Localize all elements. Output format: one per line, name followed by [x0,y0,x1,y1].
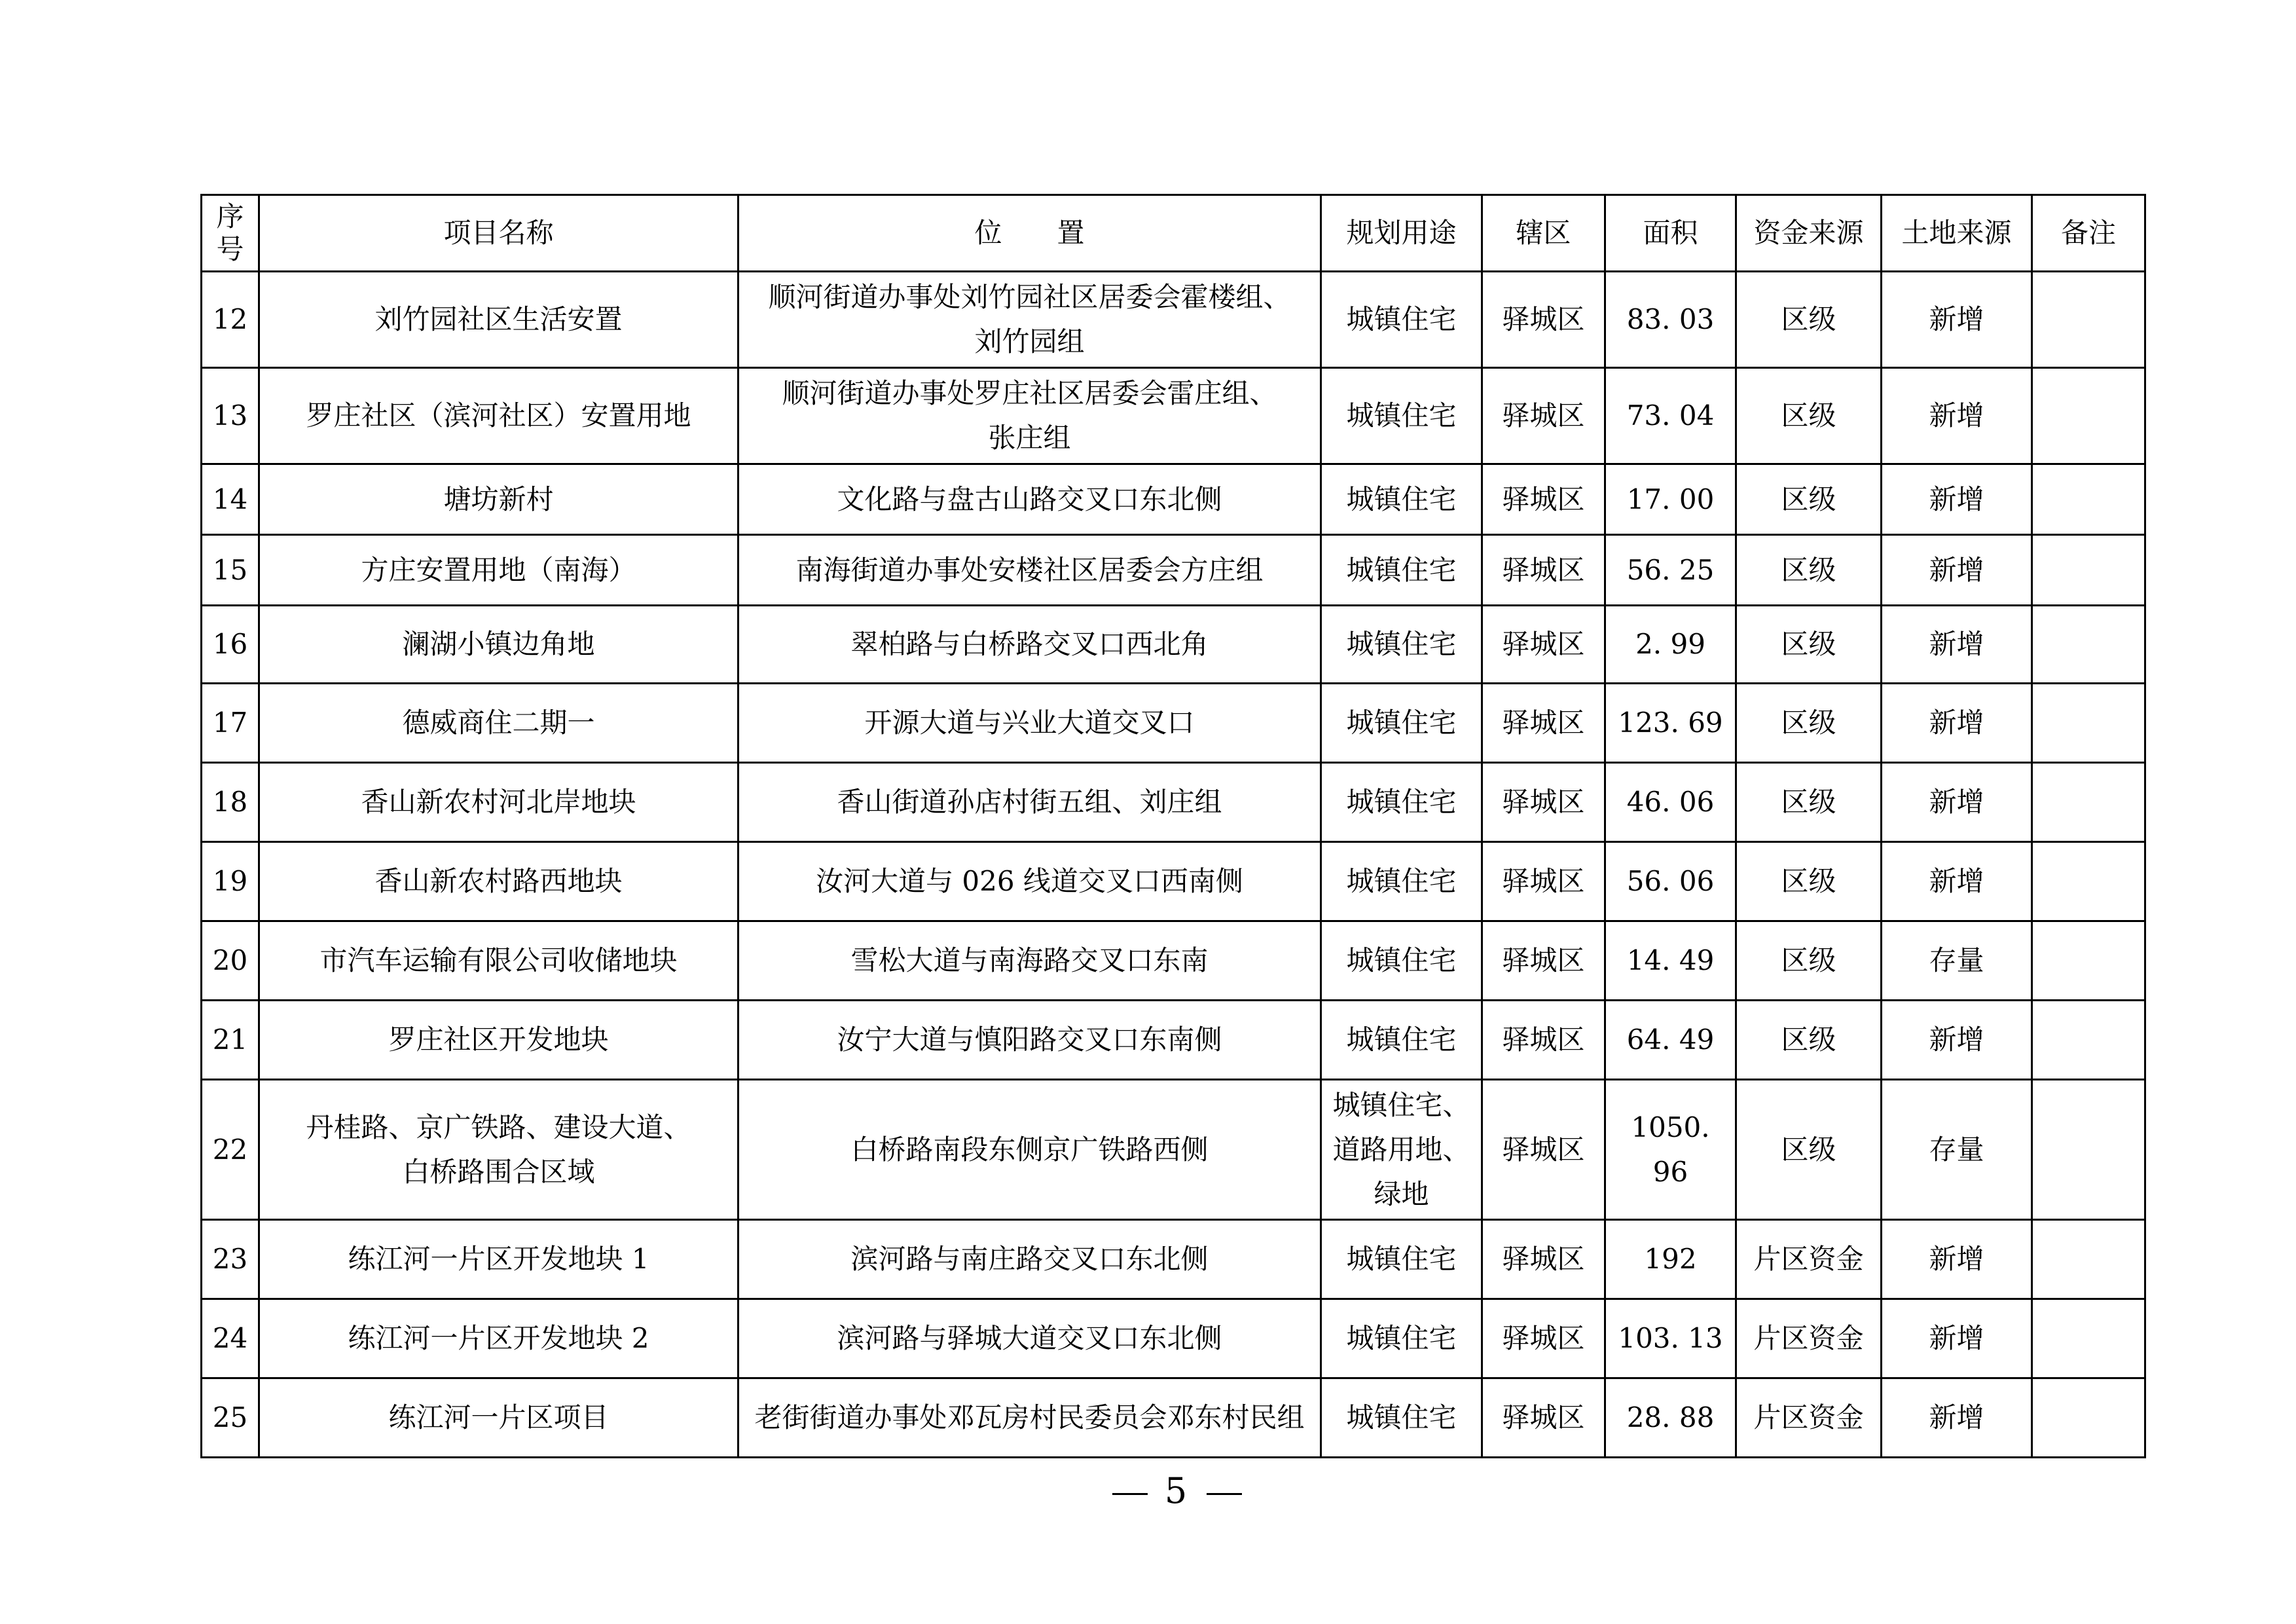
cell-seq: 13 [202,368,259,464]
cell-location-line: 顺河街道办事处罗庄社区居委会雷庄组、 [782,377,1277,409]
cell-project-name [259,535,738,606]
cell-seq: 18 [202,763,259,842]
cell-area: 2. 99 [1605,606,1736,684]
cell-district: 驿城区 [1482,763,1605,842]
cell-location-line: 滨河路与驿城大道交叉口东北侧 [837,1322,1222,1354]
table-row [202,842,2145,921]
table-row [202,763,2145,842]
cell-planned-usage [1321,1220,1482,1299]
cell-land-source: 新增 [1882,535,2032,606]
cell-project-name [259,684,738,763]
table-row [202,535,2145,606]
cell-planned-usage-line: 城镇住宅 [1346,483,1457,515]
cell-remarks [2032,464,2145,535]
table-row [202,684,2145,763]
cell-land-source: 存量 [1882,1080,2032,1220]
cell-planned-usage-line: 城镇住宅 [1346,303,1457,335]
cell-location-line: 雪松大道与南海路交叉口东南 [850,944,1209,976]
cell-land-source: 新增 [1882,842,2032,921]
header-project-name: 项目名称 [259,195,738,272]
cell-project-name [259,272,738,368]
cell-remarks [2032,684,2145,763]
cell-planned-usage [1321,368,1482,464]
cell-project-name-line: 白桥路围合区域 [402,1155,595,1188]
cell-planned-usage [1321,1299,1482,1378]
cell-planned-usage-line: 城镇住宅 [1346,1243,1457,1275]
cell-area: 28. 88 [1605,1378,1736,1458]
cell-location [738,368,1321,464]
cell-area: 123. 69 [1605,684,1736,763]
cell-planned-usage-line: 城镇住宅 [1346,786,1457,818]
cell-project-name [259,921,738,1001]
cell-planned-usage-line: 道路用地、 [1332,1133,1470,1166]
cell-funding-source: 片区资金 [1736,1378,1882,1458]
cell-remarks [2032,1080,2145,1220]
cell-district: 驿城区 [1482,464,1605,535]
header-planned-usage: 规划用途 [1321,195,1482,272]
header-seq-line-1: 序 [216,200,244,232]
cell-location [738,1001,1321,1080]
cell-project-name [259,606,738,684]
land-project-table [200,194,2146,1458]
cell-land-source: 新增 [1882,1001,2032,1080]
cell-area: 192 [1605,1220,1736,1299]
cell-project-name [259,1378,738,1458]
cell-project-name-line: 塘坊新村 [443,483,554,515]
cell-land-source: 新增 [1882,464,2032,535]
cell-location [738,842,1321,921]
cell-district: 驿城区 [1482,1299,1605,1378]
cell-project-name-line: 市汽车运输有限公司收储地块 [319,944,678,976]
cell-planned-usage [1321,606,1482,684]
cell-location-line: 刘竹园组 [974,325,1085,358]
table-row [202,1220,2145,1299]
cell-seq: 14 [202,464,259,535]
cell-location [738,1220,1321,1299]
cell-land-source: 新增 [1882,1378,2032,1458]
cell-location-line: 滨河路与南庄路交叉口东北侧 [850,1243,1209,1275]
table-row [202,606,2145,684]
cell-area: 56. 06 [1605,842,1736,921]
cell-district: 驿城区 [1482,1378,1605,1458]
cell-project-name-line: 练江河一片区项目 [388,1401,609,1433]
cell-location [738,464,1321,535]
cell-area: 17. 00 [1605,464,1736,535]
cell-area: 73. 04 [1605,368,1736,464]
cell-planned-usage-line: 城镇住宅、 [1332,1088,1470,1121]
cell-location [738,606,1321,684]
cell-funding-source: 区级 [1736,921,1882,1001]
cell-planned-usage-line: 城镇住宅 [1346,707,1457,739]
cell-remarks [2032,763,2145,842]
cell-remarks [2032,921,2145,1001]
cell-funding-source: 区级 [1736,763,1882,842]
cell-remarks [2032,1299,2145,1378]
cell-district: 驿城区 [1482,272,1605,368]
cell-land-source: 新增 [1882,684,2032,763]
cell-remarks [2032,1378,2145,1458]
cell-area: 56. 25 [1605,535,1736,606]
cell-location [738,763,1321,842]
cell-location [738,684,1321,763]
cell-remarks [2032,272,2145,368]
cell-location-line: 汝宁大道与慎阳路交叉口东南侧 [837,1024,1222,1056]
header-land-source: 土地来源 [1882,195,2032,272]
cell-planned-usage-line: 城镇住宅 [1346,1401,1457,1433]
cell-district: 驿城区 [1482,921,1605,1001]
header-location: 位 置 [738,195,1321,272]
cell-planned-usage [1321,1080,1482,1220]
footer-dash-left [1112,1493,1148,1495]
cell-location-line: 南海街道办事处安楼社区居委会方庄组 [795,553,1264,586]
table-row [202,1378,2145,1458]
cell-district: 驿城区 [1482,842,1605,921]
cell-seq: 21 [202,1001,259,1080]
cell-seq: 15 [202,535,259,606]
cell-land-source: 新增 [1882,763,2032,842]
cell-seq: 20 [202,921,259,1001]
cell-location [738,1299,1321,1378]
cell-location-line: 香山街道孙店村街五组、刘庄组 [837,786,1222,818]
cell-planned-usage [1321,842,1482,921]
cell-area: 46. 06 [1605,763,1736,842]
cell-area: 1050. 96 [1605,1080,1736,1220]
cell-planned-usage [1321,535,1482,606]
cell-land-source: 新增 [1882,368,2032,464]
cell-district: 驿城区 [1482,684,1605,763]
table-row [202,1299,2145,1378]
cell-seq: 12 [202,272,259,368]
cell-planned-usage [1321,1001,1482,1080]
cell-planned-usage [1321,272,1482,368]
cell-land-source: 新增 [1882,1220,2032,1299]
cell-project-name-line: 香山新农村路西地块 [374,865,623,897]
cell-location [738,1080,1321,1220]
table-row [202,464,2145,535]
header-remarks: 备注 [2032,195,2145,272]
cell-planned-usage-line: 城镇住宅 [1346,628,1457,660]
cell-land-source: 新增 [1882,272,2032,368]
cell-project-name-line: 香山新农村河北岸地块 [361,786,636,818]
cell-planned-usage [1321,921,1482,1001]
cell-project-name-line: 罗庄社区（滨河社区）安置用地 [306,399,691,432]
cell-district: 驿城区 [1482,606,1605,684]
cell-seq: 24 [202,1299,259,1378]
header-row [202,195,2145,272]
table-row [202,921,2145,1001]
cell-area: 14. 49 [1605,921,1736,1001]
cell-planned-usage-line: 绿地 [1374,1177,1429,1210]
cell-location-line: 老街街道办事处邓瓦房村民委员会邓东村民组 [754,1401,1305,1433]
cell-seq: 25 [202,1378,259,1458]
cell-land-source: 存量 [1882,921,2032,1001]
cell-location-line: 文化路与盘古山路交叉口东北侧 [837,483,1222,515]
cell-project-name-line: 德威商住二期一 [402,707,595,739]
cell-project-name [259,842,738,921]
cell-location [738,535,1321,606]
cell-district: 驿城区 [1482,368,1605,464]
cell-project-name-line: 刘竹园社区生活安置 [374,303,623,335]
cell-remarks [2032,1001,2145,1080]
cell-project-name [259,464,738,535]
cell-project-name-line: 方庄安置用地（南海） [361,553,636,586]
cell-funding-source: 区级 [1736,684,1882,763]
cell-location-line: 张庄组 [988,422,1071,454]
cell-land-source: 新增 [1882,1299,2032,1378]
table-row [202,1080,2145,1220]
cell-funding-source: 区级 [1736,1001,1882,1080]
cell-district: 驿城区 [1482,1001,1605,1080]
cell-seq: 17 [202,684,259,763]
cell-planned-usage [1321,464,1482,535]
cell-project-name [259,763,738,842]
page-footer [1082,1470,1272,1512]
cell-location-line: 白桥路南段东侧京广铁路西侧 [850,1133,1209,1166]
cell-seq: 16 [202,606,259,684]
cell-remarks [2032,1220,2145,1299]
cell-remarks [2032,606,2145,684]
cell-remarks [2032,535,2145,606]
cell-project-name [259,1220,738,1299]
cell-project-name-line: 练江河一片区开发地块 1 [348,1243,649,1275]
cell-project-name [259,1080,738,1220]
cell-project-name [259,1001,738,1080]
cell-area: 103. 13 [1605,1299,1736,1378]
cell-project-name [259,1299,738,1378]
cell-planned-usage-line: 城镇住宅 [1346,865,1457,897]
cell-seq: 22 [202,1080,259,1220]
cell-district: 驿城区 [1482,535,1605,606]
header-seq [202,195,259,272]
cell-project-name-line: 练江河一片区开发地块 2 [348,1322,649,1354]
header-district: 辖区 [1482,195,1605,272]
cell-remarks [2032,842,2145,921]
cell-funding-source: 区级 [1736,464,1882,535]
cell-location-line: 翠柏路与白桥路交叉口西北角 [850,628,1209,660]
cell-planned-usage-line: 城镇住宅 [1346,944,1457,976]
page-number: 5 [1164,1470,1190,1511]
cell-remarks [2032,368,2145,464]
cell-funding-source: 区级 [1736,272,1882,368]
cell-location [738,921,1321,1001]
cell-funding-source: 区级 [1736,368,1882,464]
cell-location-line: 开源大道与兴业大道交叉口 [864,707,1195,739]
cell-planned-usage [1321,763,1482,842]
cell-funding-source: 片区资金 [1736,1299,1882,1378]
cell-location-line: 顺河街道办事处刘竹园社区居委会霍楼组、 [768,281,1291,313]
cell-project-name-line: 澜湖小镇边角地 [402,628,595,660]
table-row [202,368,2145,464]
cell-planned-usage [1321,684,1482,763]
header-area: 面积 [1605,195,1736,272]
cell-seq: 19 [202,842,259,921]
cell-location [738,272,1321,368]
cell-project-name-line: 丹桂路、京广铁路、建设大道、 [306,1111,691,1143]
table-body [202,272,2145,1458]
cell-district: 驿城区 [1482,1220,1605,1299]
table-row [202,1001,2145,1080]
cell-planned-usage-line: 城镇住宅 [1346,553,1457,586]
cell-funding-source: 区级 [1736,842,1882,921]
cell-funding-source: 区级 [1736,535,1882,606]
cell-planned-usage-line: 城镇住宅 [1346,1024,1457,1056]
cell-planned-usage [1321,1378,1482,1458]
footer-dash-right [1207,1493,1242,1495]
cell-project-name-line: 罗庄社区开发地块 [388,1024,609,1056]
cell-location-line: 汝河大道与 026 线道交叉口西南侧 [816,865,1243,897]
header-seq-line-2: 号 [216,233,244,265]
cell-planned-usage-line: 城镇住宅 [1346,399,1457,432]
cell-funding-source: 区级 [1736,606,1882,684]
cell-project-name [259,368,738,464]
table-row [202,272,2145,368]
cell-location [738,1378,1321,1458]
cell-land-source: 新增 [1882,606,2032,684]
cell-funding-source: 区级 [1736,1080,1882,1220]
cell-seq: 23 [202,1220,259,1299]
cell-planned-usage-line: 城镇住宅 [1346,1322,1457,1354]
table-header [202,195,2145,272]
cell-area: 64. 49 [1605,1001,1736,1080]
header-funding-source: 资金来源 [1736,195,1882,272]
cell-area: 83. 03 [1605,272,1736,368]
cell-district: 驿城区 [1482,1080,1605,1220]
cell-funding-source: 片区资金 [1736,1220,1882,1299]
